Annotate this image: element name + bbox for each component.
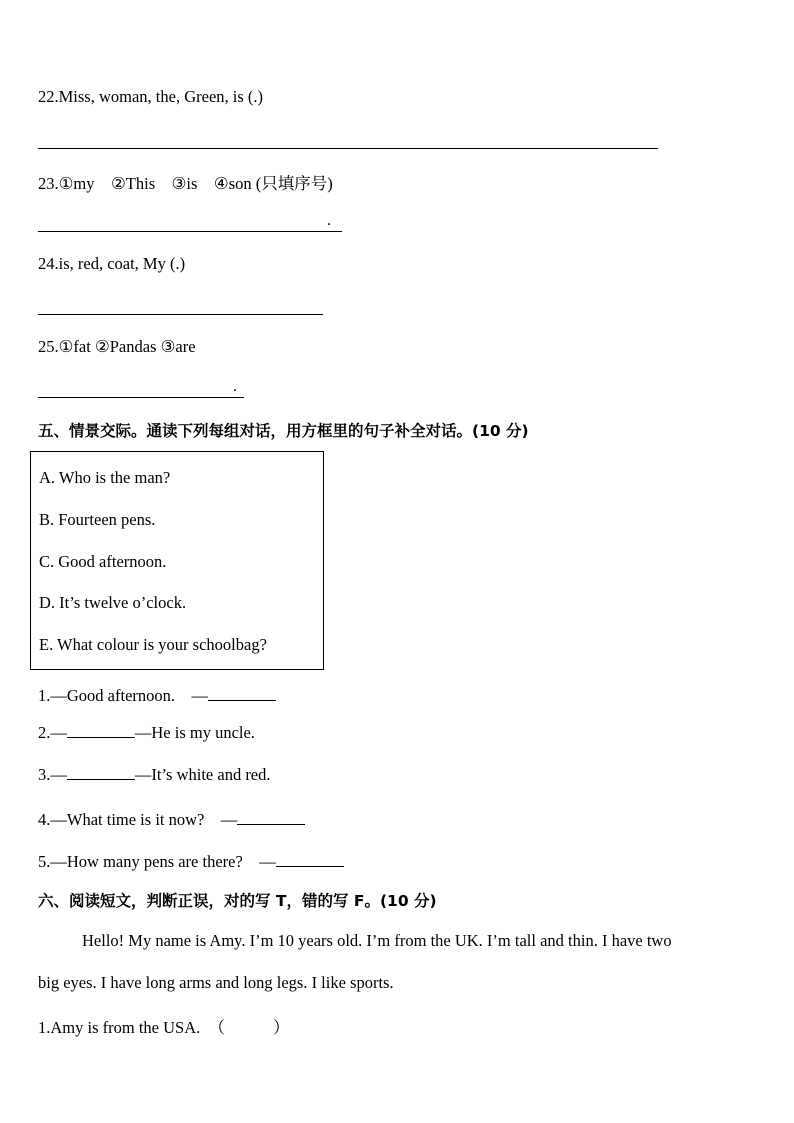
question-24: 24.is, red, coat, My (.) bbox=[38, 254, 186, 273]
dialogue-2-prefix: 2.— bbox=[38, 723, 67, 742]
answer-line-23[interactable] bbox=[38, 231, 342, 232]
dialogue-2-text: —He is my uncle. bbox=[134, 723, 255, 742]
question-22: 22.Miss, woman, the, Green, is (.) bbox=[38, 87, 264, 106]
dialogue-1-text: 1.—Good afternoon. — bbox=[38, 686, 209, 705]
judge-question-1-text: 1.Amy is from the USA. （ bbox=[38, 1018, 225, 1037]
judge-question-1 bbox=[38, 1014, 290, 1038]
option-e: E. What colour is your schoolbag? bbox=[39, 635, 267, 654]
answer-line-22[interactable] bbox=[38, 148, 658, 149]
options-box bbox=[30, 451, 324, 670]
dialogue-4-text: 4.—What time is it now? — bbox=[38, 810, 238, 829]
dialogue-4 bbox=[38, 806, 305, 830]
dialogue-5-text: 5.—How many pens are there? — bbox=[38, 852, 276, 871]
passage-line-2: big eyes. I have long arms and long legs. I like sports. bbox=[38, 973, 394, 992]
dialogue-5 bbox=[38, 848, 344, 872]
dialogue-3-text: —It’s white and red. bbox=[134, 765, 271, 784]
option-b: B. Fourteen pens. bbox=[39, 510, 156, 529]
passage-line-1: Hello! My name is Amy. I’m 10 years old. I’m from the UK. I’m tall and thin. I have two bbox=[82, 931, 672, 950]
answer-line-25[interactable] bbox=[38, 397, 244, 398]
answer-23-period: . bbox=[327, 212, 331, 229]
dialogue-2 bbox=[38, 723, 255, 743]
section-6-heading: 六、阅读短文，判断正误，对的写 T，错的写 F。(10 分) bbox=[38, 892, 437, 910]
question-23: 23.①my ②This ③is ④son (只填序号) bbox=[38, 174, 333, 193]
judge-question-1-close: ） bbox=[273, 1018, 290, 1037]
answer-line-24[interactable] bbox=[38, 314, 323, 315]
option-c: C. Good afternoon. bbox=[39, 552, 167, 571]
dialogue-3 bbox=[38, 765, 271, 785]
dialogue-1 bbox=[38, 682, 276, 706]
dialogue-3-prefix: 3.— bbox=[38, 765, 67, 784]
answer-25-period: . bbox=[233, 378, 237, 395]
dialogue-2-blank[interactable] bbox=[67, 723, 135, 738]
option-d: D. It’s twelve o’clock. bbox=[39, 593, 187, 612]
option-a: A. Who is the man? bbox=[39, 468, 171, 487]
dialogue-5-blank[interactable] bbox=[276, 852, 344, 867]
dialogue-4-blank[interactable] bbox=[237, 810, 305, 825]
question-25: 25.①fat ②Pandas ③are bbox=[38, 337, 196, 356]
dialogue-1-blank[interactable] bbox=[208, 686, 276, 701]
section-5-heading: 五、情景交际。通读下列每组对话，用方框里的句子补全对话。(10 分) bbox=[38, 422, 529, 440]
dialogue-3-blank[interactable] bbox=[67, 765, 135, 780]
